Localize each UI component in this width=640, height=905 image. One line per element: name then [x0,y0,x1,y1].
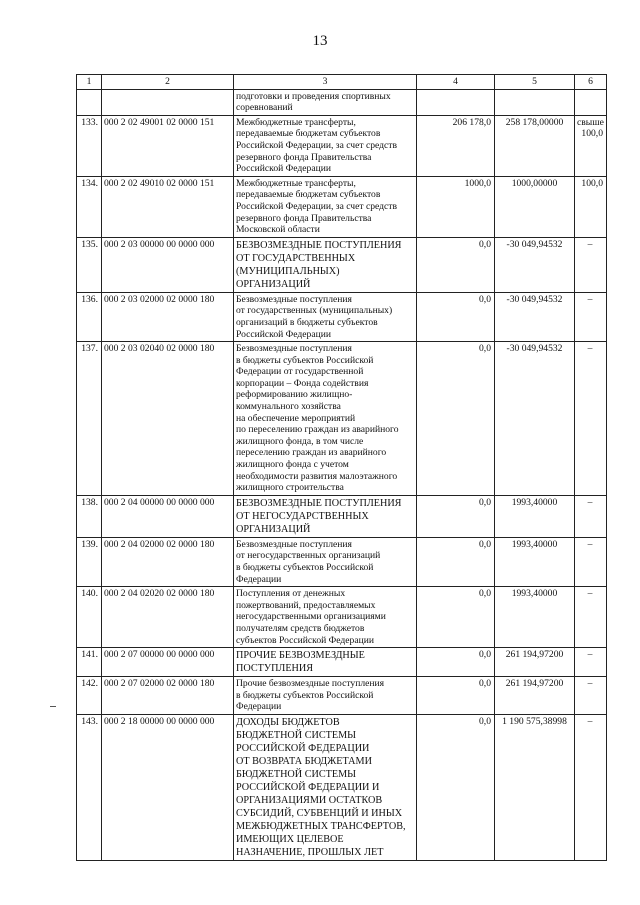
value-col-6: – [575,648,607,677]
budget-code: 000 2 02 49010 02 0000 151 [102,176,234,237]
value-col-5: 261 194,97200 [495,648,575,677]
budget-code: 000 2 02 49001 02 0000 151 [102,115,234,176]
value-col-5: -30 049,94532 [495,292,575,341]
value-col-6: – [575,714,607,860]
budget-code: 000 2 04 02020 02 0000 180 [102,587,234,648]
value-col-4: 0,0 [417,714,495,860]
table-body [77,89,607,860]
row-number [77,89,102,115]
value-col-4: 0,0 [417,587,495,648]
revenue-table [76,74,607,861]
table-row [77,292,607,341]
row-number: 134. [77,176,102,237]
budget-code: 000 2 07 02000 02 0000 180 [102,677,234,715]
value-col-4: 0,0 [417,237,495,292]
row-number: 133. [77,115,102,176]
value-col-6 [575,89,607,115]
row-number: 139. [77,537,102,586]
value-col-4: 0,0 [417,495,495,537]
table-row [77,677,607,715]
value-col-5: 1993,40000 [495,537,575,586]
value-col-6: – [575,587,607,648]
page-number: 13 [312,33,328,49]
table-row [77,176,607,237]
row-number: 143. [77,714,102,860]
value-col-5: 1993,40000 [495,587,575,648]
revenue-name: Безвозмездные поступления от негосударственных организаций в бюджеты субъектов Российской Федерации [234,537,417,586]
table-row [77,237,607,292]
column-header: 4 [417,75,495,90]
row-number: 142. [77,677,102,715]
revenue-name: Безвозмездные поступления от государственных (муниципальных) организаций в бюджеты субъектов Российской Федерации [234,292,417,341]
revenue-name: ПРОЧИЕ БЕЗВОЗМЕЗДНЫЕ ПОСТУПЛЕНИЯ [234,648,417,677]
revenue-name: Межбюджетные трансферты, передаваемые бюджетам субъектов Российской Федерации, за счет средств резервного фонда Правительства Российской Федерации [234,115,417,176]
column-header: 6 [575,75,607,90]
budget-code: 000 2 07 00000 00 0000 000 [102,648,234,677]
table-row [77,648,607,677]
row-number: 141. [77,648,102,677]
value-col-6: – [575,677,607,715]
value-col-4: 1000,0 [417,176,495,237]
scan-mark [50,706,56,707]
value-col-5: 1 190 575,38998 [495,714,575,860]
budget-code: 000 2 04 00000 00 0000 000 [102,495,234,537]
budget-code: 000 2 03 00000 00 0000 000 [102,237,234,292]
column-header: 2 [102,75,234,90]
value-col-5: 1000,00000 [495,176,575,237]
value-col-4: 0,0 [417,292,495,341]
value-col-6: – [575,342,607,496]
value-col-5: 261 194,97200 [495,677,575,715]
value-col-6: – [575,237,607,292]
value-col-5: -30 049,94532 [495,342,575,496]
budget-code: 000 2 04 02000 02 0000 180 [102,537,234,586]
value-col-6: – [575,292,607,341]
value-col-6: – [575,495,607,537]
table-row [77,537,607,586]
revenue-name: БЕЗВОЗМЕЗДНЫЕ ПОСТУПЛЕНИЯ ОТ НЕГОСУДАРСТВЕННЫХ ОРГАНИЗАЦИЙ [234,495,417,537]
value-col-6: свыше 100,0 [575,115,607,176]
revenue-name: Прочие безвозмездные поступления в бюджеты субъектов Российской Федерации [234,677,417,715]
row-number: 140. [77,587,102,648]
revenue-name: Поступления от денежных пожертвований, предоставляемых негосударственными организациями получателям средств бюджетов субъектов Российской Федерации [234,587,417,648]
budget-code [102,89,234,115]
value-col-6: 100,0 [575,176,607,237]
table-row [77,587,607,648]
value-col-4: 0,0 [417,342,495,496]
row-number: 138. [77,495,102,537]
budget-code: 000 2 03 02040 02 0000 180 [102,342,234,496]
revenue-name: Межбюджетные трансферты, передаваемые бюджетам субъектов Российской Федерации, за счет средств резервного фонда Правительства Московской области [234,176,417,237]
row-number: 135. [77,237,102,292]
revenue-name: ДОХОДЫ БЮДЖЕТОВ БЮДЖЕТНОЙ СИСТЕМЫ РОССИЙСКОЙ ФЕДЕРАЦИИ ОТ ВОЗВРАТА БЮДЖЕТАМИ БЮДЖЕТНОЙ СИСТЕМЫ РОССИЙСКОЙ ФЕДЕРАЦИИ И ОРГАНИЗАЦИЯМИ ОСТАТКОВ СУБСИДИЙ, СУБВЕНЦИЙ И ИНЫХ МЕЖБЮДЖЕТНЫХ ТРАНСФЕРТОВ, ИМЕЮЩИХ ЦЕЛЕВОЕ НАЗНАЧЕНИЕ, ПРОШЛЫХ ЛЕТ [234,714,417,860]
value-col-4: 0,0 [417,537,495,586]
table-row [77,115,607,176]
value-col-6: – [575,537,607,586]
row-number: 137. [77,342,102,496]
value-col-4: 206 178,0 [417,115,495,176]
revenue-name: БЕЗВОЗМЕЗДНЫЕ ПОСТУПЛЕНИЯ ОТ ГОСУДАРСТВЕННЫХ (МУНИЦИПАЛЬНЫХ) ОРГАНИЗАЦИЙ [234,237,417,292]
revenue-name: подготовки и проведения спортивных соревнований [234,89,417,115]
value-col-4 [417,89,495,115]
row-number: 136. [77,292,102,341]
budget-code: 000 2 18 00000 00 0000 000 [102,714,234,860]
table-row [77,714,607,860]
revenue-name: Безвозмездные поступления в бюджеты субъектов Российской Федерации от государственной корпорации – Фонда содействия реформированию жилищно- коммунального хозяйства на обеспечение мероприятий по переселению граждан из аварийного жилищного фонда, в том числе переселению граждан из аварийного жилищного фонда с учетом необходимости развития малоэтажного жилищного строительства [234,342,417,496]
budget-code: 000 2 03 02000 02 0000 180 [102,292,234,341]
table-row [77,342,607,496]
column-header: 5 [495,75,575,90]
table-row [77,495,607,537]
value-col-4: 0,0 [417,677,495,715]
table-header-row [77,75,607,90]
column-header: 1 [77,75,102,90]
value-col-4: 0,0 [417,648,495,677]
value-col-5: 1993,40000 [495,495,575,537]
value-col-5: -30 049,94532 [495,237,575,292]
column-header: 3 [234,75,417,90]
table-row [77,89,607,115]
value-col-5 [495,89,575,115]
value-col-5: 258 178,00000 [495,115,575,176]
